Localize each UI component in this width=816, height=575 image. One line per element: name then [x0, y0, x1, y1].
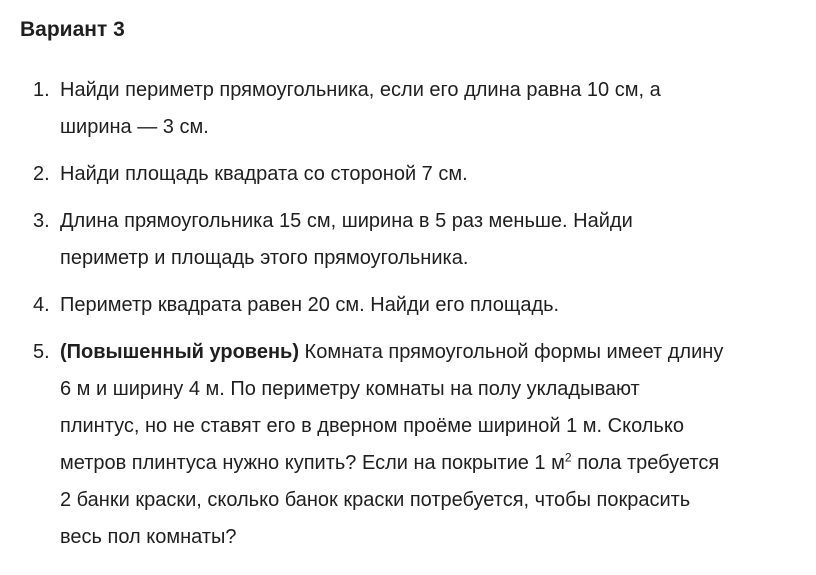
task-item-5 — [0, 334, 816, 556]
task-item-3 — [0, 203, 816, 277]
task-number: 4. — [33, 294, 50, 316]
task-text-line: 2 банки краски, сколько банок краски потребуется, чтобы покрасить — [60, 489, 691, 511]
task-text-line: 6 м и ширину 4 м. По периметру комнаты на полу укладывают — [60, 378, 640, 400]
task-number: 3. — [33, 210, 50, 232]
task-text-fragment: пола требуется — [571, 452, 720, 474]
variant-title: Вариант 3 — [20, 18, 125, 41]
task-number: 1. — [33, 79, 50, 101]
task-text-line: плинтус, но не ставят его в дверном проёме шириной 1 м. Сколько — [60, 415, 684, 437]
task-text-line — [60, 445, 802, 482]
task-number: 2. — [33, 163, 50, 185]
task-item-2 — [0, 156, 816, 193]
task-text-line: Длина прямоугольника 15 см, ширина в 5 раз меньше. Найди — [60, 210, 633, 232]
task-text-fragment: метров плинтуса нужно купить? Если на покрытие 1 м — [60, 452, 565, 474]
task-text-line: ширина — 3 см. — [60, 116, 209, 138]
task-text-line: Найди площадь квадрата со стороной 7 см. — [60, 163, 468, 185]
task-text-line: Периметр квадрата равен 20 см. Найди его площадь. — [60, 294, 560, 316]
advanced-level-label: (Повышенный уровень) — [60, 341, 299, 363]
task-text-line: Найди периметр прямоугольника, если его длина равна 10 см, а — [60, 79, 661, 101]
task-text-line: периметр и площадь этого прямоугольника. — [60, 247, 469, 269]
task-text-fragment: Комната прямоугольной формы имеет длину — [299, 341, 724, 363]
task-item-1 — [0, 72, 816, 146]
task-number: 5. — [33, 341, 50, 363]
task-item-4 — [0, 287, 816, 324]
superscript-exponent: 2 — [564, 450, 572, 465]
task-text-line — [60, 334, 802, 371]
task-text-line: весь пол комнаты? — [60, 526, 237, 548]
task-list — [0, 72, 816, 566]
